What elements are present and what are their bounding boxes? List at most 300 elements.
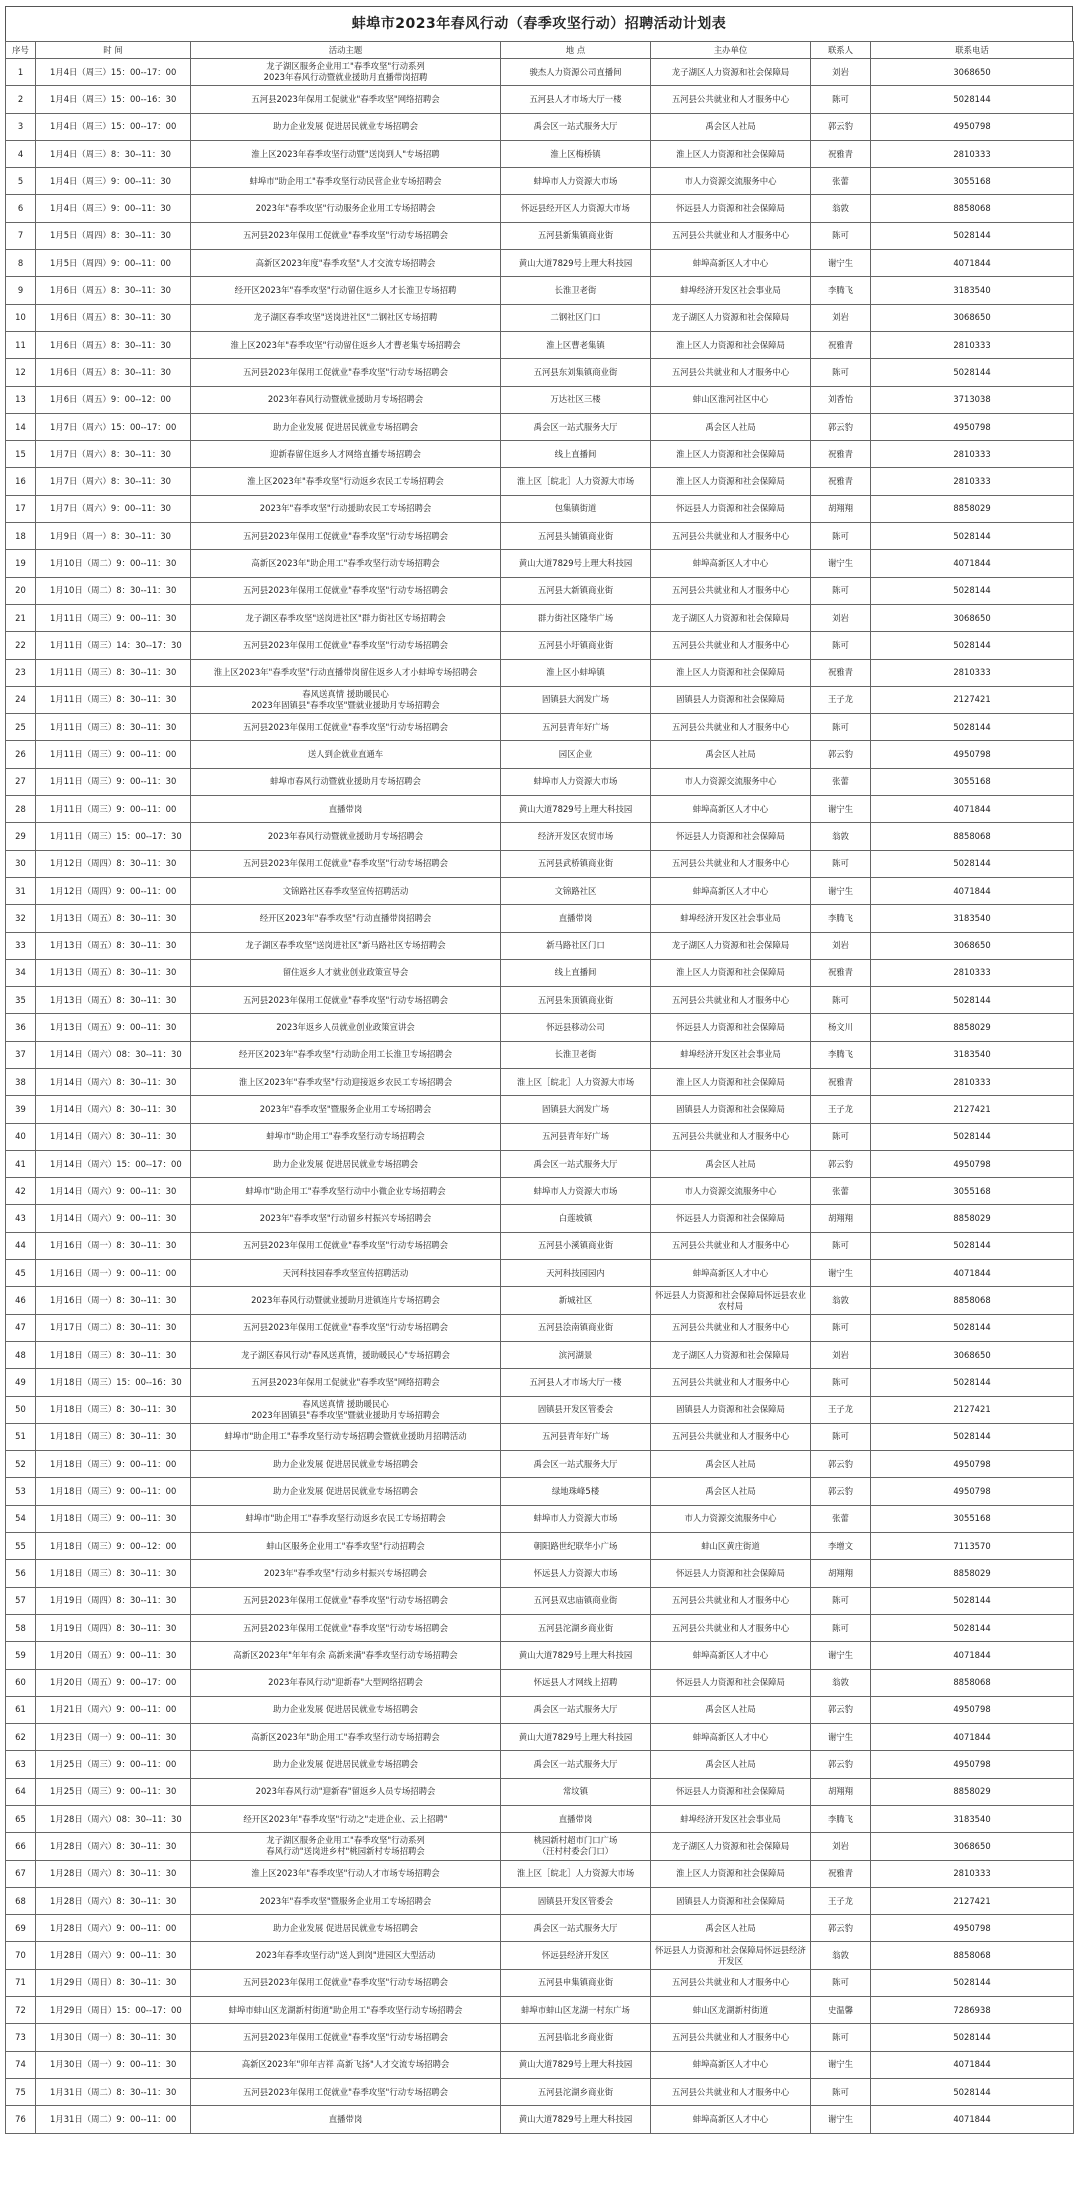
cell-contact: 陈可 xyxy=(811,987,871,1014)
cell-index: 18 xyxy=(6,523,36,550)
cell-organizer: 蚌山区龙湖新村街道 xyxy=(651,1997,811,2024)
cell-theme: 2023年"春季攻坚"暨服务企业用工专场招聘会 xyxy=(191,1887,501,1914)
cell-index: 37 xyxy=(6,1041,36,1068)
cell-location: 朝阳路世纪联华小广场 xyxy=(501,1533,651,1560)
cell-index: 53 xyxy=(6,1478,36,1505)
cell-theme: 高新区2023年度"春季攻坚"人才交流专场招聘会 xyxy=(191,250,501,277)
cell-contact: 陈可 xyxy=(811,577,871,604)
cell-time: 1月11日（周三）9：00--11：30 xyxy=(36,604,191,631)
cell-time: 1月10日（周二）9：00--11：30 xyxy=(36,550,191,577)
cell-phone: 5028144 xyxy=(871,987,1074,1014)
table-row xyxy=(6,1096,1074,1123)
cell-phone: 4071844 xyxy=(871,796,1074,823)
cell-index: 68 xyxy=(6,1887,36,1914)
table-row xyxy=(6,304,1074,331)
cell-time: 1月4日（周三）9：00--11：30 xyxy=(36,168,191,195)
cell-time: 1月18日（周三）8：30--11：30 xyxy=(36,1341,191,1368)
cell-index: 42 xyxy=(6,1178,36,1205)
cell-organizer: 龙子湖区人力资源和社会保障局 xyxy=(651,1341,811,1368)
cell-phone: 2127421 xyxy=(871,1887,1074,1914)
table-row xyxy=(6,140,1074,167)
cell-phone: 5028144 xyxy=(871,1314,1074,1341)
cell-index: 62 xyxy=(6,1724,36,1751)
cell-theme: 龙子湖区春季攻坚"送岗进社区"新马路社区专场招聘会 xyxy=(191,932,501,959)
cell-contact: 谢宁生 xyxy=(811,2051,871,2078)
cell-location: 禹会区一站式服务大厅 xyxy=(501,1696,651,1723)
table-row xyxy=(6,86,1074,113)
cell-theme: 天河科技园春季攻坚宣传招聘活动 xyxy=(191,1260,501,1287)
cell-phone: 3183540 xyxy=(871,1806,1074,1833)
cell-contact: 刘岩 xyxy=(811,1341,871,1368)
cell-theme: 五河县2023年保用工促就业"春季攻坚"行动专场招聘会 xyxy=(191,987,501,1014)
cell-time: 1月16日（周一）8：30--11：30 xyxy=(36,1232,191,1259)
cell-contact: 谢宁生 xyxy=(811,877,871,904)
cell-contact: 祝雅青 xyxy=(811,331,871,358)
cell-phone: 3068650 xyxy=(871,59,1074,86)
cell-contact: 陈可 xyxy=(811,1123,871,1150)
cell-theme: 2023年春风行动暨就业援助月专场招聘会 xyxy=(191,823,501,850)
cell-theme: 助力企业发展 促进居民就业专场招聘会 xyxy=(191,1751,501,1778)
cell-index: 1 xyxy=(6,59,36,86)
header-theme: 活动主题 xyxy=(191,42,501,59)
cell-time: 1月6日（周五）9：00--12：00 xyxy=(36,386,191,413)
cell-index: 5 xyxy=(6,168,36,195)
cell-location: 黄山大道7829号上理大科技园 xyxy=(501,796,651,823)
cell-organizer: 五河县公共就业和人才服务中心 xyxy=(651,714,811,741)
table-row xyxy=(6,1560,1074,1587)
table-row xyxy=(6,1806,1074,1833)
cell-location: 文锦路社区 xyxy=(501,877,651,904)
cell-time: 1月19日（周四）8：30--11：30 xyxy=(36,1587,191,1614)
cell-time: 1月13日（周五）8：30--11：30 xyxy=(36,987,191,1014)
cell-theme: 淮上区2023年"春季攻坚"行动迎接返乡农民工专场招聘会 xyxy=(191,1068,501,1095)
cell-organizer: 禹会区人社局 xyxy=(651,1451,811,1478)
cell-location: 五河县青年好广场 xyxy=(501,1123,651,1150)
cell-theme: 2023年春风行动"迎新春"留返乡人员专场招聘会 xyxy=(191,1778,501,1805)
cell-theme: 2023年"春季攻坚"行动服务企业用工专场招聘会 xyxy=(191,195,501,222)
cell-organizer: 怀远县人力资源和社会保障局 xyxy=(651,1778,811,1805)
cell-phone: 4071844 xyxy=(871,2051,1074,2078)
table-row xyxy=(6,796,1074,823)
cell-contact: 李腾飞 xyxy=(811,1041,871,1068)
cell-time: 1月28日（周六）8：30--11：30 xyxy=(36,1833,191,1860)
cell-location: 经济开发区农贸市场 xyxy=(501,823,651,850)
table-row xyxy=(6,250,1074,277)
table-row xyxy=(6,1969,1074,1996)
cell-location: 蚌埠市人力资源大市场 xyxy=(501,168,651,195)
cell-time: 1月28日（周六）9：00--11：30 xyxy=(36,1942,191,1969)
cell-theme: 助力企业发展 促进居民就业专场招聘会 xyxy=(191,1696,501,1723)
cell-contact: 谢宁生 xyxy=(811,550,871,577)
cell-contact: 王子龙 xyxy=(811,1887,871,1914)
cell-organizer: 淮上区人力资源和社会保障局 xyxy=(651,1068,811,1095)
cell-theme: 直播带岗 xyxy=(191,796,501,823)
cell-phone: 2810333 xyxy=(871,441,1074,468)
table-row xyxy=(6,1860,1074,1887)
cell-time: 1月13日（周五）8：30--11：30 xyxy=(36,932,191,959)
cell-phone: 4950798 xyxy=(871,1915,1074,1942)
cell-time: 1月11日（周三）9：00--11：30 xyxy=(36,768,191,795)
cell-theme: 五河县2023年保用工促就业"春季攻坚"行动专场招聘会 xyxy=(191,359,501,386)
cell-organizer: 怀远县人力资源和社会保障局 xyxy=(651,1560,811,1587)
cell-organizer: 五河县公共就业和人才服务中心 xyxy=(651,1587,811,1614)
cell-phone: 7113570 xyxy=(871,1533,1074,1560)
cell-time: 1月18日（周三）9：00--12：00 xyxy=(36,1533,191,1560)
table-row xyxy=(6,1068,1074,1095)
cell-phone: 8858068 xyxy=(871,1669,1074,1696)
cell-location: 蚌埠市人力资源大市场 xyxy=(501,1178,651,1205)
cell-contact: 李增文 xyxy=(811,1533,871,1560)
cell-organizer: 五河县公共就业和人才服务中心 xyxy=(651,1423,811,1450)
cell-organizer: 蚌埠经济开发区社会事业局 xyxy=(651,905,811,932)
table-row xyxy=(6,1751,1074,1778)
cell-index: 70 xyxy=(6,1942,36,1969)
cell-location: 淮上区曹老集镇 xyxy=(501,331,651,358)
table-row xyxy=(6,1887,1074,1914)
cell-organizer: 五河县公共就业和人才服务中心 xyxy=(651,1369,811,1396)
cell-location: 五河县青年好广场 xyxy=(501,714,651,741)
cell-organizer: 蚌埠高新区人才中心 xyxy=(651,1642,811,1669)
cell-phone: 8858068 xyxy=(871,1942,1074,1969)
cell-organizer: 蚌埠高新区人才中心 xyxy=(651,2051,811,2078)
cell-index: 43 xyxy=(6,1205,36,1232)
cell-time: 1月4日（周三）15：00--17：00 xyxy=(36,59,191,86)
cell-organizer: 蚌埠高新区人才中心 xyxy=(651,877,811,904)
cell-contact: 翁敦 xyxy=(811,823,871,850)
cell-contact: 翁敦 xyxy=(811,195,871,222)
cell-theme: 淮上区2023年"春季攻坚"行动返乡农民工专场招聘会 xyxy=(191,468,501,495)
cell-phone: 2810333 xyxy=(871,1068,1074,1095)
cell-time: 1月29日（周日）15：00--17：00 xyxy=(36,1997,191,2024)
cell-phone: 2127421 xyxy=(871,686,1074,713)
cell-contact: 陈可 xyxy=(811,2024,871,2051)
cell-time: 1月21日（周六）9：00--11：00 xyxy=(36,1696,191,1723)
table-row xyxy=(6,1614,1074,1641)
cell-time: 1月31日（周二）9：00--11：00 xyxy=(36,2106,191,2133)
cell-contact: 郭云豹 xyxy=(811,1751,871,1778)
cell-phone: 3055168 xyxy=(871,168,1074,195)
cell-location: 常坟镇 xyxy=(501,1778,651,1805)
cell-time: 1月16日（周一）9：00--11：00 xyxy=(36,1260,191,1287)
cell-phone: 8858068 xyxy=(871,823,1074,850)
cell-time: 1月14日（周六）15：00--17：00 xyxy=(36,1150,191,1177)
cell-organizer: 蚌埠高新区人才中心 xyxy=(651,796,811,823)
cell-location: 天河科技园园内 xyxy=(501,1260,651,1287)
cell-time: 1月4日（周三）8：30--11：30 xyxy=(36,140,191,167)
cell-organizer: 怀远县人力资源和社会保障局 xyxy=(651,495,811,522)
cell-index: 9 xyxy=(6,277,36,304)
cell-index: 40 xyxy=(6,1123,36,1150)
cell-location: 黄山大道7829号上理大科技园 xyxy=(501,2051,651,2078)
cell-theme: 五河县2023年保用工促就业"春季攻坚"行动专场招聘会 xyxy=(191,850,501,877)
cell-phone: 3068650 xyxy=(871,304,1074,331)
cell-location: 蚌埠市蚌山区龙湖一村东广场 xyxy=(501,1997,651,2024)
table-row xyxy=(6,1724,1074,1751)
cell-organizer: 禹会区人社局 xyxy=(651,1150,811,1177)
cell-organizer: 五河县公共就业和人才服务中心 xyxy=(651,1123,811,1150)
cell-time: 1月6日（周五）8：30--11：30 xyxy=(36,277,191,304)
cell-contact: 郭云豹 xyxy=(811,1150,871,1177)
schedule-table xyxy=(5,41,1074,2134)
cell-phone: 5028144 xyxy=(871,1369,1074,1396)
cell-location: 直播带岗 xyxy=(501,905,651,932)
cell-contact: 祝雅青 xyxy=(811,468,871,495)
cell-location: 五河县小溪镇商业街 xyxy=(501,1232,651,1259)
cell-theme: 淮上区2023年"春季攻坚"行动留住返乡人才曹老集专场招聘会 xyxy=(191,331,501,358)
table-row xyxy=(6,741,1074,768)
cell-index: 29 xyxy=(6,823,36,850)
cell-time: 1月18日（周三）8：30--11：30 xyxy=(36,1423,191,1450)
cell-organizer: 淮上区人力资源和社会保障局 xyxy=(651,1860,811,1887)
cell-phone: 5028144 xyxy=(871,1587,1074,1614)
table-row xyxy=(6,850,1074,877)
cell-index: 14 xyxy=(6,413,36,440)
cell-index: 26 xyxy=(6,741,36,768)
table-row xyxy=(6,1287,1074,1314)
table-row xyxy=(6,1997,1074,2024)
cell-contact: 陈可 xyxy=(811,1232,871,1259)
cell-time: 1月5日（周四）9：00--11：00 xyxy=(36,250,191,277)
cell-phone: 2810333 xyxy=(871,1860,1074,1887)
cell-theme: 送人到企就业直通车 xyxy=(191,741,501,768)
cell-index: 76 xyxy=(6,2106,36,2133)
cell-phone: 4950798 xyxy=(871,113,1074,140)
cell-time: 1月7日（周六）8：30--11：30 xyxy=(36,441,191,468)
cell-theme: 蚌山区服务企业用工"春季攻坚"行动招聘会 xyxy=(191,1533,501,1560)
cell-phone: 3068650 xyxy=(871,604,1074,631)
cell-index: 19 xyxy=(6,550,36,577)
cell-organizer: 淮上区人力资源和社会保障局 xyxy=(651,140,811,167)
cell-contact: 杨文川 xyxy=(811,1014,871,1041)
cell-phone: 5028144 xyxy=(871,1614,1074,1641)
cell-theme: 高新区2023年"助企用工"春季攻坚行动专场招聘会 xyxy=(191,550,501,577)
cell-contact: 王子龙 xyxy=(811,1396,871,1423)
cell-location: 禹会区一站式服务大厅 xyxy=(501,1150,651,1177)
cell-time: 1月9日（周一）8：30--11：30 xyxy=(36,523,191,550)
cell-index: 22 xyxy=(6,632,36,659)
table-row xyxy=(6,604,1074,631)
cell-location: 线上直播间 xyxy=(501,959,651,986)
cell-index: 16 xyxy=(6,468,36,495)
cell-index: 10 xyxy=(6,304,36,331)
table-row xyxy=(6,1014,1074,1041)
cell-index: 60 xyxy=(6,1669,36,1696)
cell-contact: 陈可 xyxy=(811,1369,871,1396)
cell-phone: 4950798 xyxy=(871,413,1074,440)
cell-organizer: 五河县公共就业和人才服务中心 xyxy=(651,1969,811,1996)
cell-time: 1月16日（周一）8：30--11：30 xyxy=(36,1287,191,1314)
cell-organizer: 禹会区人社局 xyxy=(651,1696,811,1723)
cell-theme: 淮上区2023年"春季攻坚"行动直播带岗留住返乡人才小蚌埠专场招聘会 xyxy=(191,659,501,686)
table-row xyxy=(6,1123,1074,1150)
cell-theme: 五河县2023年保用工促就业"春季攻坚"行动专场招聘会 xyxy=(191,2078,501,2105)
cell-contact: 祝雅青 xyxy=(811,1068,871,1095)
cell-location: 五河县双忠庙镇商业街 xyxy=(501,1587,651,1614)
cell-location: 淮上区梅桥镇 xyxy=(501,140,651,167)
cell-time: 1月29日（周日）8：30--11：30 xyxy=(36,1969,191,1996)
cell-time: 1月14日（周六）8：30--11：30 xyxy=(36,1096,191,1123)
table-row xyxy=(6,1396,1074,1423)
cell-location: 淮上区［皖北］人力资源大市场 xyxy=(501,1068,651,1095)
cell-theme: 直播带岗 xyxy=(191,2106,501,2133)
cell-contact: 谢宁生 xyxy=(811,250,871,277)
cell-organizer: 五河县公共就业和人才服务中心 xyxy=(651,1614,811,1641)
cell-time: 1月11日（周三）8：30--11：30 xyxy=(36,686,191,713)
cell-time: 1月28日（周六）08：30--11：30 xyxy=(36,1806,191,1833)
cell-organizer: 怀远县人力资源和社会保障局 xyxy=(651,1014,811,1041)
cell-location: 怀远县经济开发区 xyxy=(501,1942,651,1969)
cell-theme: 2023年"春季攻坚"暨服务企业用工专场招聘会 xyxy=(191,1096,501,1123)
cell-phone: 3183540 xyxy=(871,1041,1074,1068)
cell-theme: 龙子湖区春季攻坚"送岗进社区"二钢社区专场招聘 xyxy=(191,304,501,331)
table-row xyxy=(6,1587,1074,1614)
cell-location: 五河县朱顶镇商业街 xyxy=(501,987,651,1014)
cell-index: 57 xyxy=(6,1587,36,1614)
cell-location: 禹会区一站式服务大厅 xyxy=(501,1751,651,1778)
cell-organizer: 禹会区人社局 xyxy=(651,741,811,768)
cell-contact: 张蕾 xyxy=(811,768,871,795)
cell-theme: 2023年春风行动"迎新春"大型网络招聘会 xyxy=(191,1669,501,1696)
cell-phone: 5028144 xyxy=(871,359,1074,386)
cell-theme: 五河县2023年保用工促就业"春季攻坚"行动专场招聘会 xyxy=(191,632,501,659)
document-title: 蚌埠市2023年春风行动（春季攻坚行动）招聘活动计划表 xyxy=(5,6,1073,41)
cell-time: 1月30日（周一）8：30--11：30 xyxy=(36,2024,191,2051)
table-row xyxy=(6,2024,1074,2051)
cell-contact: 翁敦 xyxy=(811,1942,871,1969)
cell-organizer: 禹会区人社局 xyxy=(651,1751,811,1778)
table-row xyxy=(6,1642,1074,1669)
table-row xyxy=(6,2051,1074,2078)
cell-contact: 史温馨 xyxy=(811,1997,871,2024)
cell-theme: 龙子湖区服务企业用工"春季攻坚"行动系列 春风行动"送岗进乡村"桃园新村专场招聘会 xyxy=(191,1833,501,1860)
cell-theme: 高新区2023年"卯年吉祥 高新飞扬"人才交流专场招聘会 xyxy=(191,2051,501,2078)
cell-phone: 3068650 xyxy=(871,1833,1074,1860)
cell-contact: 刘岩 xyxy=(811,1833,871,1860)
cell-organizer: 五河县公共就业和人才服务中心 xyxy=(651,1232,811,1259)
cell-phone: 4071844 xyxy=(871,2106,1074,2133)
cell-contact: 陈可 xyxy=(811,632,871,659)
table-row xyxy=(6,113,1074,140)
cell-location: 淮上区［皖北］人力资源大市场 xyxy=(501,468,651,495)
cell-organizer: 淮上区人力资源和社会保障局 xyxy=(651,959,811,986)
cell-organizer: 龙子湖区人力资源和社会保障局 xyxy=(651,932,811,959)
cell-organizer: 固镇县人力资源和社会保障局 xyxy=(651,686,811,713)
cell-location: 滨河湖景 xyxy=(501,1341,651,1368)
header-index: 序号 xyxy=(6,42,36,59)
cell-location: 五河县东刘集镇商业街 xyxy=(501,359,651,386)
cell-contact: 刘香怡 xyxy=(811,386,871,413)
cell-organizer: 蚌埠高新区人才中心 xyxy=(651,250,811,277)
cell-organizer: 龙子湖区人力资源和社会保障局 xyxy=(651,1833,811,1860)
cell-contact: 翁敦 xyxy=(811,1669,871,1696)
table-row xyxy=(6,1915,1074,1942)
cell-theme: 五河县2023年保用工促就业"春季攻坚"行动专场招聘会 xyxy=(191,714,501,741)
cell-organizer: 五河县公共就业和人才服务中心 xyxy=(651,523,811,550)
cell-index: 56 xyxy=(6,1560,36,1587)
cell-theme: 高新区2023年"年年有余 高新来满"春季攻坚行动专场招聘会 xyxy=(191,1642,501,1669)
cell-phone: 5028144 xyxy=(871,714,1074,741)
cell-time: 1月25日（周三）9：00--11：30 xyxy=(36,1778,191,1805)
cell-contact: 祝雅青 xyxy=(811,140,871,167)
cell-phone: 3713038 xyxy=(871,386,1074,413)
table-row xyxy=(6,659,1074,686)
cell-contact: 陈可 xyxy=(811,1969,871,1996)
cell-location: 包集镇街道 xyxy=(501,495,651,522)
cell-organizer: 禹会区人社局 xyxy=(651,113,811,140)
cell-organizer: 固镇县人力资源和社会保障局 xyxy=(651,1396,811,1423)
table-row xyxy=(6,1533,1074,1560)
cell-time: 1月18日（周三）9：00--11：00 xyxy=(36,1478,191,1505)
cell-theme: 助力企业发展 促进居民就业专场招聘会 xyxy=(191,413,501,440)
table-row xyxy=(6,1451,1074,1478)
cell-organizer: 蚌山区黄庄街道 xyxy=(651,1533,811,1560)
cell-phone: 2810333 xyxy=(871,468,1074,495)
cell-index: 52 xyxy=(6,1451,36,1478)
cell-organizer: 怀远县人力资源和社会保障局怀远县经济开发区 xyxy=(651,1942,811,1969)
table-row xyxy=(6,1341,1074,1368)
cell-theme: 文锦路社区春季攻坚宣传招聘活动 xyxy=(191,877,501,904)
cell-location: 五河县大新镇商业街 xyxy=(501,577,651,604)
cell-organizer: 蚌埠高新区人才中心 xyxy=(651,1260,811,1287)
cell-index: 6 xyxy=(6,195,36,222)
cell-contact: 刘岩 xyxy=(811,59,871,86)
cell-phone: 8858029 xyxy=(871,1205,1074,1232)
cell-time: 1月14日（周六）8：30--11：30 xyxy=(36,1123,191,1150)
cell-organizer: 五河县公共就业和人才服务中心 xyxy=(651,2024,811,2051)
cell-organizer: 禹会区人社局 xyxy=(651,413,811,440)
cell-index: 50 xyxy=(6,1396,36,1423)
table-header-row xyxy=(6,42,1074,59)
cell-theme: 蚌埠市蚌山区龙湖新村街道"助企用工"春季攻坚行动专场招聘会 xyxy=(191,1997,501,2024)
cell-theme: 五河县2023年保用工促就业"春季攻坚"行动专场招聘会 xyxy=(191,523,501,550)
cell-index: 12 xyxy=(6,359,36,386)
cell-time: 1月6日（周五）8：30--11：30 xyxy=(36,359,191,386)
cell-phone: 5028144 xyxy=(871,850,1074,877)
cell-organizer: 淮上区人力资源和社会保障局 xyxy=(651,659,811,686)
cell-theme: 五河县2023年保用工促就业"春季攻坚"行动专场招聘会 xyxy=(191,222,501,249)
cell-time: 1月17日（周二）8：30--11：30 xyxy=(36,1314,191,1341)
cell-phone: 5028144 xyxy=(871,577,1074,604)
table-row xyxy=(6,468,1074,495)
cell-index: 63 xyxy=(6,1751,36,1778)
cell-organizer: 蚌埠经济开发区社会事业局 xyxy=(651,277,811,304)
header-contact: 联系人 xyxy=(811,42,871,59)
cell-contact: 郭云豹 xyxy=(811,1696,871,1723)
cell-time: 1月28日（周六）9：00--11：00 xyxy=(36,1915,191,1942)
cell-time: 1月18日（周三）8：30--11：30 xyxy=(36,1560,191,1587)
cell-theme: 五河县2023年保用工促就业"春季攻坚"行动专场招聘会 xyxy=(191,577,501,604)
cell-time: 1月11日（周三）9：00--11：00 xyxy=(36,741,191,768)
cell-time: 1月18日（周三）15：00--16：30 xyxy=(36,1369,191,1396)
table-row xyxy=(6,1778,1074,1805)
cell-index: 69 xyxy=(6,1915,36,1942)
cell-index: 13 xyxy=(6,386,36,413)
table-row xyxy=(6,413,1074,440)
cell-phone: 4950798 xyxy=(871,1696,1074,1723)
cell-index: 73 xyxy=(6,2024,36,2051)
cell-phone: 2810333 xyxy=(871,140,1074,167)
table-row xyxy=(6,495,1074,522)
cell-phone: 5028144 xyxy=(871,1969,1074,1996)
cell-theme: 经开区2023年"春季攻坚"行动助企用工长淮卫专场招聘会 xyxy=(191,1041,501,1068)
cell-contact: 李腾飞 xyxy=(811,905,871,932)
cell-index: 47 xyxy=(6,1314,36,1341)
cell-theme: 蚌埠市"助企用工"春季攻坚行动民营企业专场招聘会 xyxy=(191,168,501,195)
cell-time: 1月7日（周六）9：00--11：30 xyxy=(36,495,191,522)
cell-time: 1月11日（周三）8：30--11：30 xyxy=(36,659,191,686)
table-row xyxy=(6,1669,1074,1696)
cell-index: 66 xyxy=(6,1833,36,1860)
